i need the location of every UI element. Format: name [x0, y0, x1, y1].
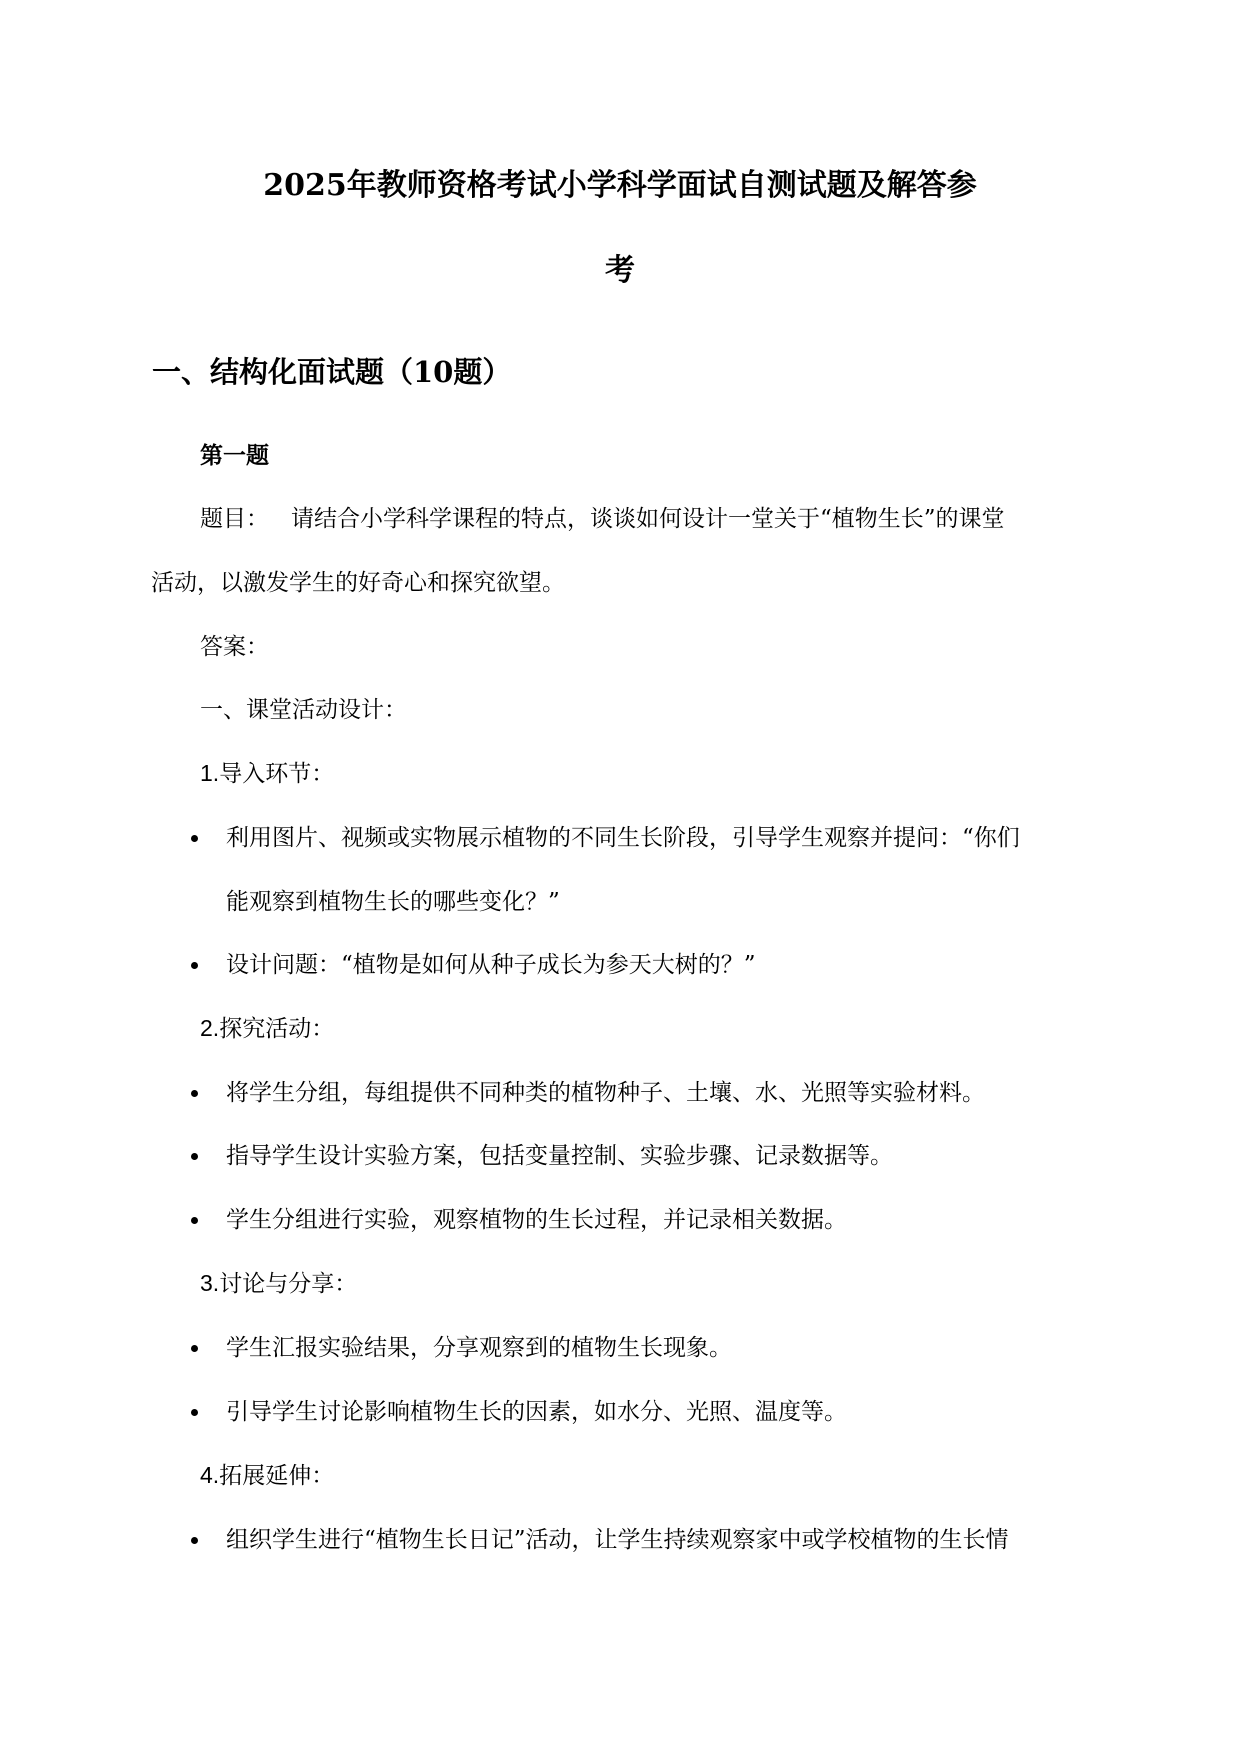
- step-label: 探究活动：: [219, 1016, 335, 1042]
- answer-label: 答案：: [200, 634, 269, 660]
- question-text-line2: 活动，以激发学生的好奇心和探究欲望。: [151, 570, 565, 596]
- bullet-icon: [191, 1153, 198, 1160]
- step-heading-1: [200, 755, 334, 788]
- question-label: 题目：: [200, 506, 269, 532]
- question-heading: 第一题: [200, 442, 269, 469]
- step-number: 4.: [200, 1462, 220, 1488]
- step-heading-3: [200, 1265, 357, 1298]
- question-paragraph-line1: [200, 500, 1005, 533]
- section-heading: 一、结构化面试题（10题）: [152, 355, 512, 389]
- document-title-line1: 2025年教师资格考试小学科学面试自测试题及解答参: [263, 168, 977, 203]
- document-title-line2: 考: [605, 253, 635, 288]
- step-label: 导入环节：: [219, 761, 335, 787]
- step-heading-4: [200, 1457, 334, 1490]
- bullet-icon: [191, 1217, 198, 1224]
- bullet-icon: [191, 835, 198, 842]
- bullet-text: 组织学生进行“植物生长日记”活动，让学生持续观察家中或学校植物的生长情: [226, 1527, 1009, 1553]
- step-number: 2.: [200, 1015, 220, 1041]
- step-number: 1.: [200, 760, 220, 786]
- step-number: 3.: [200, 1270, 220, 1296]
- bullet-icon: [191, 962, 198, 969]
- bullet-icon: [191, 1409, 198, 1416]
- bullet-icon: [191, 1345, 198, 1352]
- bullet-icon: [191, 1090, 198, 1097]
- bullet-icon: [191, 1537, 198, 1544]
- bullet-text-continued: 能观察到植物生长的哪些变化？”: [226, 889, 560, 915]
- step-label: 拓展延伸：: [219, 1463, 335, 1489]
- step-heading-2: [200, 1010, 334, 1043]
- bullet-text: 引导学生讨论影响植物生长的因素，如水分、光照、温度等。: [226, 1399, 847, 1425]
- bullet-text: 将学生分组，每组提供不同种类的植物种子、土壤、水、光照等实验材料。: [226, 1080, 985, 1106]
- step-label: 讨论与分享：: [219, 1271, 358, 1297]
- question-text-line1: 请结合小学科学课程的特点，谈谈如何设计一堂关于“植物生长”的课堂: [291, 506, 1005, 532]
- bullet-text: 学生汇报实验结果，分享观察到的植物生长现象。: [226, 1335, 732, 1361]
- bullet-text: 指导学生设计实验方案，包括变量控制、实验步骤、记录数据等。: [226, 1143, 893, 1169]
- bullet-text: 学生分组进行实验，观察植物的生长过程，并记录相关数据。: [226, 1207, 847, 1233]
- bullet-text: 利用图片、视频或实物展示植物的不同生长阶段，引导学生观察并提问：“你们: [226, 825, 1020, 851]
- answer-part-heading: 一、课堂活动设计：: [200, 697, 407, 723]
- bullet-text: 设计问题：“植物是如何从种子成长为参天大树的？”: [226, 952, 756, 978]
